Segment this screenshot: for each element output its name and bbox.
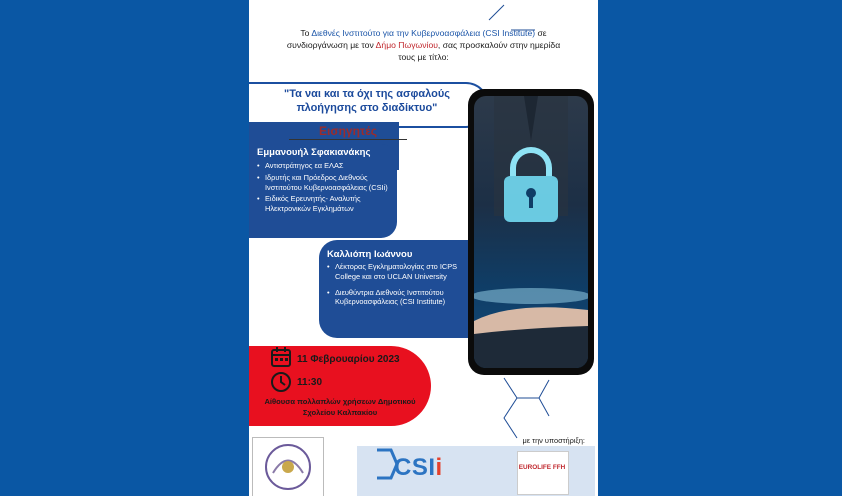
- event-venue: [249, 396, 431, 418]
- intro-text-part: συνδιοργάνωση με τον: [286, 40, 376, 50]
- phone-screen: [474, 96, 588, 368]
- municipality-logo: [252, 437, 324, 496]
- intro-text-part: σε: [535, 28, 547, 38]
- calendar-icon: [270, 346, 292, 368]
- speaker2-card: [319, 240, 469, 338]
- municipality-name: Δήμο Πωγωνίου: [375, 40, 438, 50]
- venue-line1: Αίθουσα πολλαπλών χρήσεων Δημοτικού: [264, 397, 416, 406]
- speaker1-card: [249, 144, 397, 238]
- speaker2-credential: • Διευθύντρια Διεθνούς Ινστιτούτου Κυβερνοασφάλειας (CSI Institute): [327, 288, 465, 308]
- csii-logo-main: CSI: [394, 454, 436, 481]
- organizer-name: Διεθνές Ινστιτούτο για την Κυβερνοασφάλεια (CSI Institute): [311, 28, 536, 38]
- speaker1-credential: • Αντιστράτηγος εα ΕΛΑΣ: [257, 161, 393, 171]
- speaker1-credentials: [257, 161, 393, 216]
- invitation-poster: [249, 0, 598, 496]
- support-label: με την υποστήριξη:: [522, 436, 585, 445]
- sponsor-logo: [517, 451, 569, 495]
- speakers-heading: Εισηγητές: [289, 124, 407, 140]
- event-time: 11:30: [297, 377, 323, 388]
- venue-line2: Σχολείου Καλπακίου: [302, 408, 378, 417]
- event-title-line1: "Τα ναι και τα όχι της ασφαλούς: [284, 88, 450, 100]
- speaker1-name: Εμμανουήλ Σφακιανάκης: [257, 147, 371, 158]
- event-title-line2: πλοήγησης στο διαδίκτυο": [296, 102, 438, 114]
- event-date: 11 Φεβρουαρίου 2023: [297, 354, 400, 365]
- intro-text-part: Το: [300, 28, 312, 38]
- event-title: [249, 87, 485, 115]
- intro-text-part: τους με τίτλο:: [398, 52, 449, 62]
- speaker2-credentials: [327, 262, 465, 309]
- csii-logo-i: i: [435, 454, 443, 481]
- speaker1-credential: • Ιδρυτής και Πρόεδρος Διεθνούς Ινστιτούτου Κυβερνοασφάλειας (CSIi): [257, 173, 393, 193]
- speaker2-credential: • Λέκτορας Εγκληματολογίας στο ICPS College και στο UCLAN University: [327, 262, 465, 282]
- clock-icon: [270, 371, 292, 393]
- speaker2-name: Καλλιόπη Ιωάννου: [327, 249, 413, 260]
- intro-text-part: , σας προσκαλούν στην ημερίδα: [437, 40, 561, 50]
- sponsor-logo-text: EUROLIFE FFH: [518, 464, 566, 471]
- municipality-emblem: [253, 438, 323, 496]
- csii-logo: [394, 454, 443, 482]
- security-scene: [474, 96, 588, 368]
- speaker1-credential: • Ειδικός Ερευνητής- Αναλυτής Ηλεκτρονικών Εγκλημάτων: [257, 194, 393, 214]
